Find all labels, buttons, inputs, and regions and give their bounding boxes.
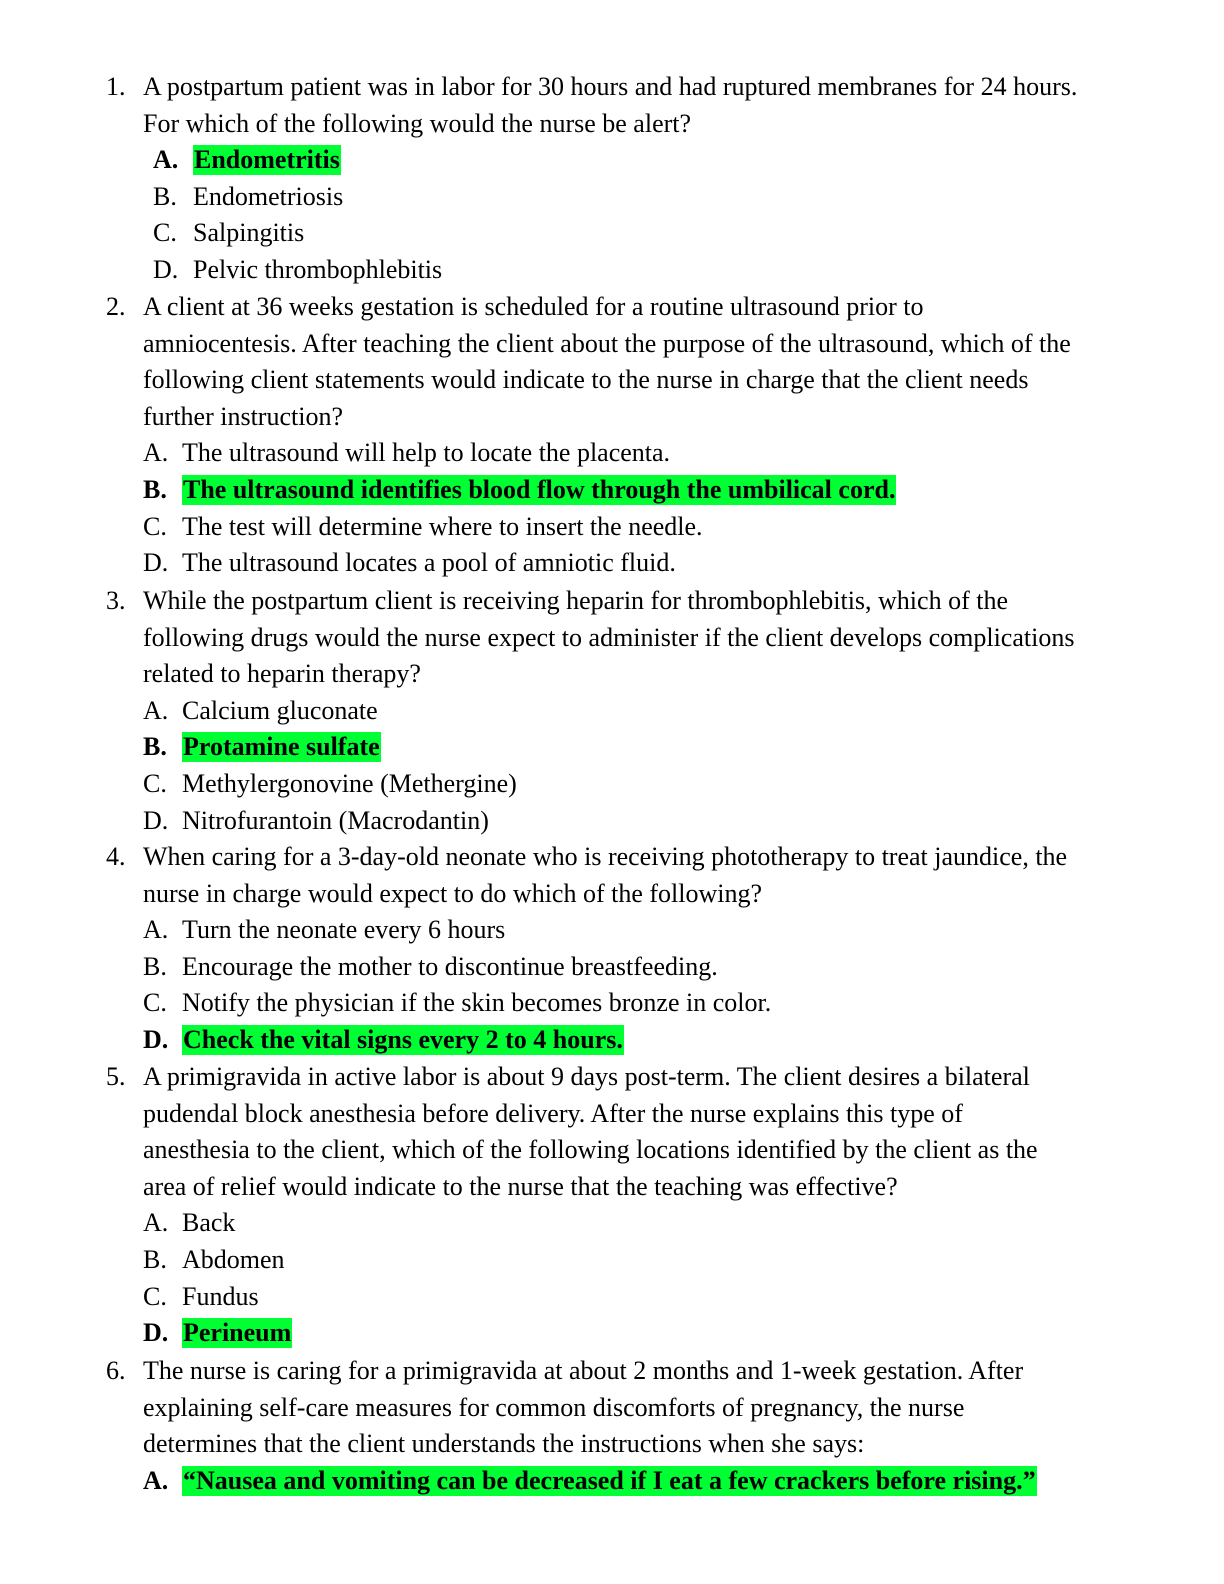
question-line [0, 583, 1224, 620]
option-letter: D. [143, 1024, 169, 1054]
option-letter: A. [143, 1208, 169, 1238]
option-letter: A. [143, 695, 169, 725]
question-line [0, 1353, 1224, 1390]
answer-option [0, 509, 1224, 546]
option-letter: B. [143, 474, 167, 504]
question-line [0, 839, 1224, 876]
answer-option [0, 985, 1224, 1022]
question-number: 6. [106, 1356, 126, 1385]
answer-option [0, 693, 1224, 730]
question-text: following client statements would indicate to the nurse in charge that the client needs [143, 365, 1029, 395]
option-letter: D. [143, 1318, 169, 1348]
option-letter: D. [153, 254, 179, 284]
question-line [0, 69, 1224, 106]
option-text: Fundus [182, 1281, 259, 1311]
question-line [0, 399, 1224, 436]
highlighted-answer-text: Protamine sulfate [183, 732, 380, 762]
option-letter: A. [143, 915, 169, 945]
question-number: 4. [106, 842, 126, 871]
question-line [0, 1096, 1224, 1133]
answer-option-correct [0, 1022, 1224, 1059]
option-letter: C. [143, 1281, 167, 1311]
question-line [0, 1169, 1224, 1206]
option-text: Nitrofurantoin (Macrodantin) [182, 805, 489, 835]
highlighted-answer-text: The ultrasound identifies blood flow through the umbilical cord. [183, 474, 896, 504]
highlighted-answer-text: Endometritis [194, 145, 340, 175]
option-text: Abdomen [182, 1244, 285, 1274]
highlighted-answer-text: Perineum [183, 1318, 292, 1348]
option-letter: B. [143, 951, 167, 981]
answer-option-correct [0, 1463, 1224, 1500]
answer-option-correct [0, 142, 1224, 179]
question-text: following drugs would the nurse expect to administer if the client develops complications [143, 622, 1075, 652]
option-text: Methylergonovine (Methergine) [182, 768, 517, 798]
question-text: A primigravida in active labor is about 9 days post-term. The client desires a bilateral [143, 1062, 1030, 1091]
highlighted-answer-text: “Nausea and vomiting can be decreased if I eat a few crackers before rising.” [183, 1465, 1036, 1495]
question-line [0, 1059, 1224, 1096]
answer-option [0, 215, 1224, 252]
question-1 [0, 69, 1224, 289]
question-line [0, 106, 1224, 143]
option-letter: B. [143, 1244, 167, 1274]
answer-option-correct [0, 729, 1224, 766]
question-text: pudendal block anesthesia before delivery. After the nurse explains this type of [143, 1098, 963, 1128]
question-text: For which of the following would the nurse be alert? [143, 108, 692, 138]
question-number: 2. [106, 292, 126, 321]
option-letter: A. [153, 145, 179, 175]
option-letter: C. [153, 218, 177, 248]
question-text: related to heparin therapy? [143, 659, 421, 689]
answer-option-correct [0, 472, 1224, 509]
option-letter: A. [143, 438, 169, 468]
option-letter: B. [143, 732, 167, 762]
option-letter: C. [143, 988, 167, 1018]
option-letter: C. [143, 768, 167, 798]
answer-option-correct [0, 1315, 1224, 1352]
question-text: area of relief would indicate to the nurse that the teaching was effective? [143, 1171, 898, 1201]
question-line [0, 656, 1224, 693]
question-number: 1. [106, 72, 126, 101]
option-text: The ultrasound locates a pool of amniotic fluid. [182, 548, 676, 578]
question-text: determines that the client understands the instructions when she says: [143, 1429, 865, 1459]
option-text: The ultrasound will help to locate the placenta. [182, 438, 671, 468]
question-number: 3. [106, 586, 126, 615]
option-text: The test will determine where to insert the needle. [182, 511, 703, 541]
answer-option [0, 949, 1224, 986]
option-text: Salpingitis [193, 218, 305, 248]
option-text: Encourage the mother to discontinue breastfeeding. [182, 951, 718, 981]
question-text: anesthesia to the client, which of the following locations identified by the client as the [143, 1135, 1038, 1165]
highlighted-answer-text: Check the vital signs every 2 to 4 hours. [183, 1024, 623, 1054]
question-6 [0, 1353, 1224, 1499]
answer-option [0, 1279, 1224, 1316]
question-text: A client at 36 weeks gestation is scheduled for a routine ultrasound prior to [143, 292, 924, 321]
question-5 [0, 1059, 1224, 1352]
question-line [0, 1426, 1224, 1463]
option-letter: C. [143, 511, 167, 541]
question-line [0, 1390, 1224, 1427]
question-line [0, 326, 1224, 363]
option-text: Notify the physician if the skin becomes bronze in color. [182, 988, 772, 1018]
option-letter: D. [143, 805, 169, 835]
question-text: A postpartum patient was in labor for 30 hours and had ruptured membranes for 24 hours. [143, 72, 1078, 101]
option-text: Back [182, 1208, 236, 1238]
answer-option [0, 435, 1224, 472]
option-text: Endometriosis [193, 181, 344, 211]
question-text: The nurse is caring for a primigravida at about 2 months and 1-week gestation. After [143, 1356, 1024, 1385]
answer-option [0, 1205, 1224, 1242]
question-line [0, 362, 1224, 399]
question-4 [0, 839, 1224, 1059]
option-text: Calcium gluconate [182, 695, 378, 725]
question-text: explaining self-care measures for common discomforts of pregnancy, the nurse [143, 1392, 965, 1422]
option-letter: B. [153, 181, 177, 211]
question-text: amniocentesis. After teaching the client about the purpose of the ultrasound, which of the [143, 328, 1071, 358]
option-letter: A. [143, 1465, 169, 1495]
answer-option [0, 803, 1224, 840]
question-number: 5. [106, 1062, 126, 1091]
answer-option [0, 545, 1224, 582]
option-letter: D. [143, 548, 169, 578]
answer-option [0, 179, 1224, 216]
question-line [0, 620, 1224, 657]
answer-option [0, 912, 1224, 949]
question-line [0, 876, 1224, 913]
answer-option [0, 766, 1224, 803]
answer-option [0, 1242, 1224, 1279]
question-2 [0, 289, 1224, 582]
option-text: Turn the neonate every 6 hours [182, 915, 506, 945]
question-text: While the postpartum client is receiving heparin for thrombophlebitis, which of the [143, 586, 1008, 615]
answer-option [0, 252, 1224, 289]
question-text: When caring for a 3-day-old neonate who is receiving phototherapy to treat jaundice, the [143, 842, 1068, 871]
question-3 [0, 583, 1224, 839]
question-line [0, 289, 1224, 326]
question-line [0, 1132, 1224, 1169]
option-text: Pelvic thrombophlebitis [193, 254, 443, 284]
question-text: nurse in charge would expect to do which of the following? [143, 878, 763, 908]
question-text: further instruction? [143, 401, 343, 431]
